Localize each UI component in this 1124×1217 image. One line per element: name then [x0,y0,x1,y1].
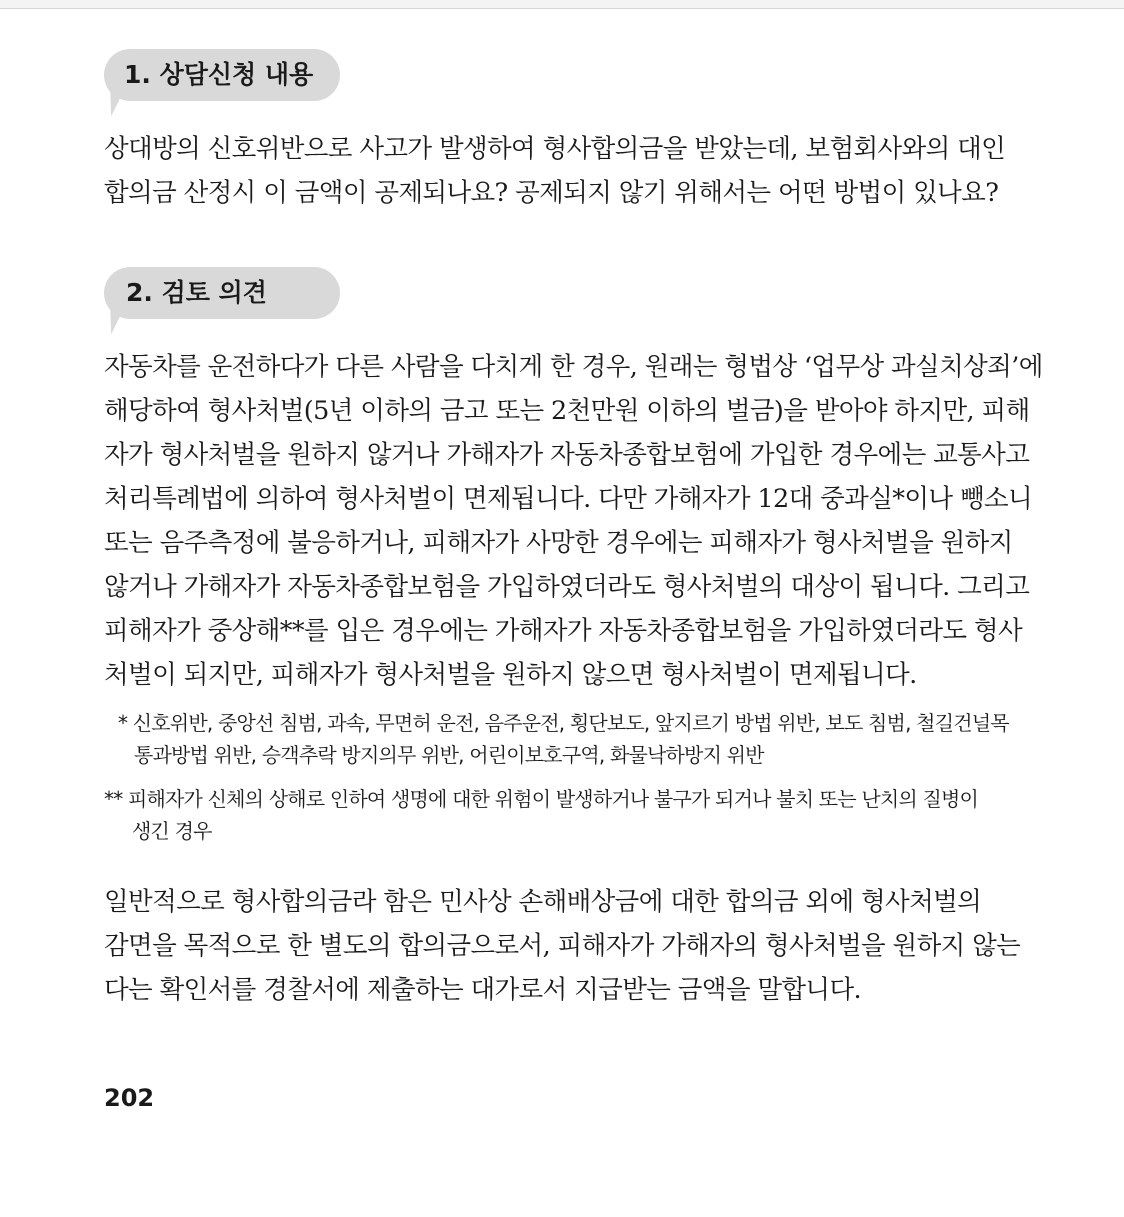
paragraph-line: 처리특례법에 의하여 형사처벌이 면제됩니다. 다만 가해자가 12대 중과실*이나 뺑소니 [104,484,1033,514]
section-heading-text: 1. 상담신청 내용 [124,60,314,89]
paragraph-line: 않거나 가해자가 자동차종합보험을 가입하였더라도 형사처벌의 대상이 됩니다. 그리고 [104,572,1030,602]
section-heading-text: 2. 검토 의견 [126,278,267,307]
paragraph-line: 상대방의 신호위반으로 사고가 발생하여 형사합의금을 받았는데, 보험회사와의 대인 [104,134,1006,164]
paragraph-line: 또는 음주측정에 불응하거나, 피해자가 사망한 경우에는 피해자가 형사처벌을 원하지 [104,528,1013,558]
footnote-line: ** 피해자가 신체의 상해로 인하여 생명에 대한 위험이 발생하거나 불구가 되거나 불치 또는 난치의 질병이 [104,787,979,811]
paragraph-line: 피해자가 중상해**를 입은 경우에는 가해자가 자동차종합보험을 가입하였더라도 형사 [104,616,1022,646]
paragraph-line: 다는 확인서를 경찰서에 제출하는 대가로서 지급받는 금액을 말합니다. [104,975,862,1005]
closing-paragraph [104,880,1024,1012]
consultation-paragraph [104,127,1024,215]
speech-bubble-tail [104,306,124,336]
footnote-serious-injury [104,783,1024,847]
paragraph-line: 자가 형사처벌을 원하지 않거나 가해자가 자동차종합보험에 가입한 경우에는 교통사고 [104,440,1030,470]
footnote-line: * 신호위반, 중앙선 침범, 과속, 무면허 운전, 음주운전, 횡단보도, 앞지르기 방법 위반, 보도 침범, 철길건널목 [118,711,1009,735]
section-heading-consultation [104,49,340,101]
footnote-gross-negligence [104,707,1024,771]
review-paragraph [104,345,1043,697]
paragraph-line: 자동차를 운전하다가 다른 사람을 다치게 한 경우, 원래는 형법상 ‘업무상 과실치상죄’에 [104,352,1043,382]
section-heading-review [104,267,340,319]
paragraph-line: 일반적으로 형사합의금라 함은 민사상 손해배상금에 대한 합의금 외에 형사처벌의 [104,887,982,917]
paragraph-line: 해당하여 형사처벌(5년 이하의 금고 또는 2천만원 이하의 벌금)을 받아야 하지만, 피해 [104,396,1030,426]
speech-bubble-tail [104,88,124,118]
viewer-top-bar [0,0,1124,9]
footnote-line: 통과방법 위반, 승객추락 방지의무 위반, 어린이보호구역, 화물낙하방지 위반 [134,743,764,767]
footnote-line: 생긴 경우 [132,819,212,843]
paragraph-line: 처벌이 되지만, 피해자가 형사처벌을 원하지 않으면 형사처벌이 면제됩니다. [104,660,917,690]
paragraph-line: 합의금 산정시 이 금액이 공제되나요? 공제되지 않기 위해서는 어떤 방법이 있나요? [104,178,999,208]
page-number: 202 [104,1084,155,1112]
paragraph-line: 감면을 목적으로 한 별도의 합의금으로서, 피해자가 가해자의 형사처벌을 원하지 않는 [104,931,1021,961]
